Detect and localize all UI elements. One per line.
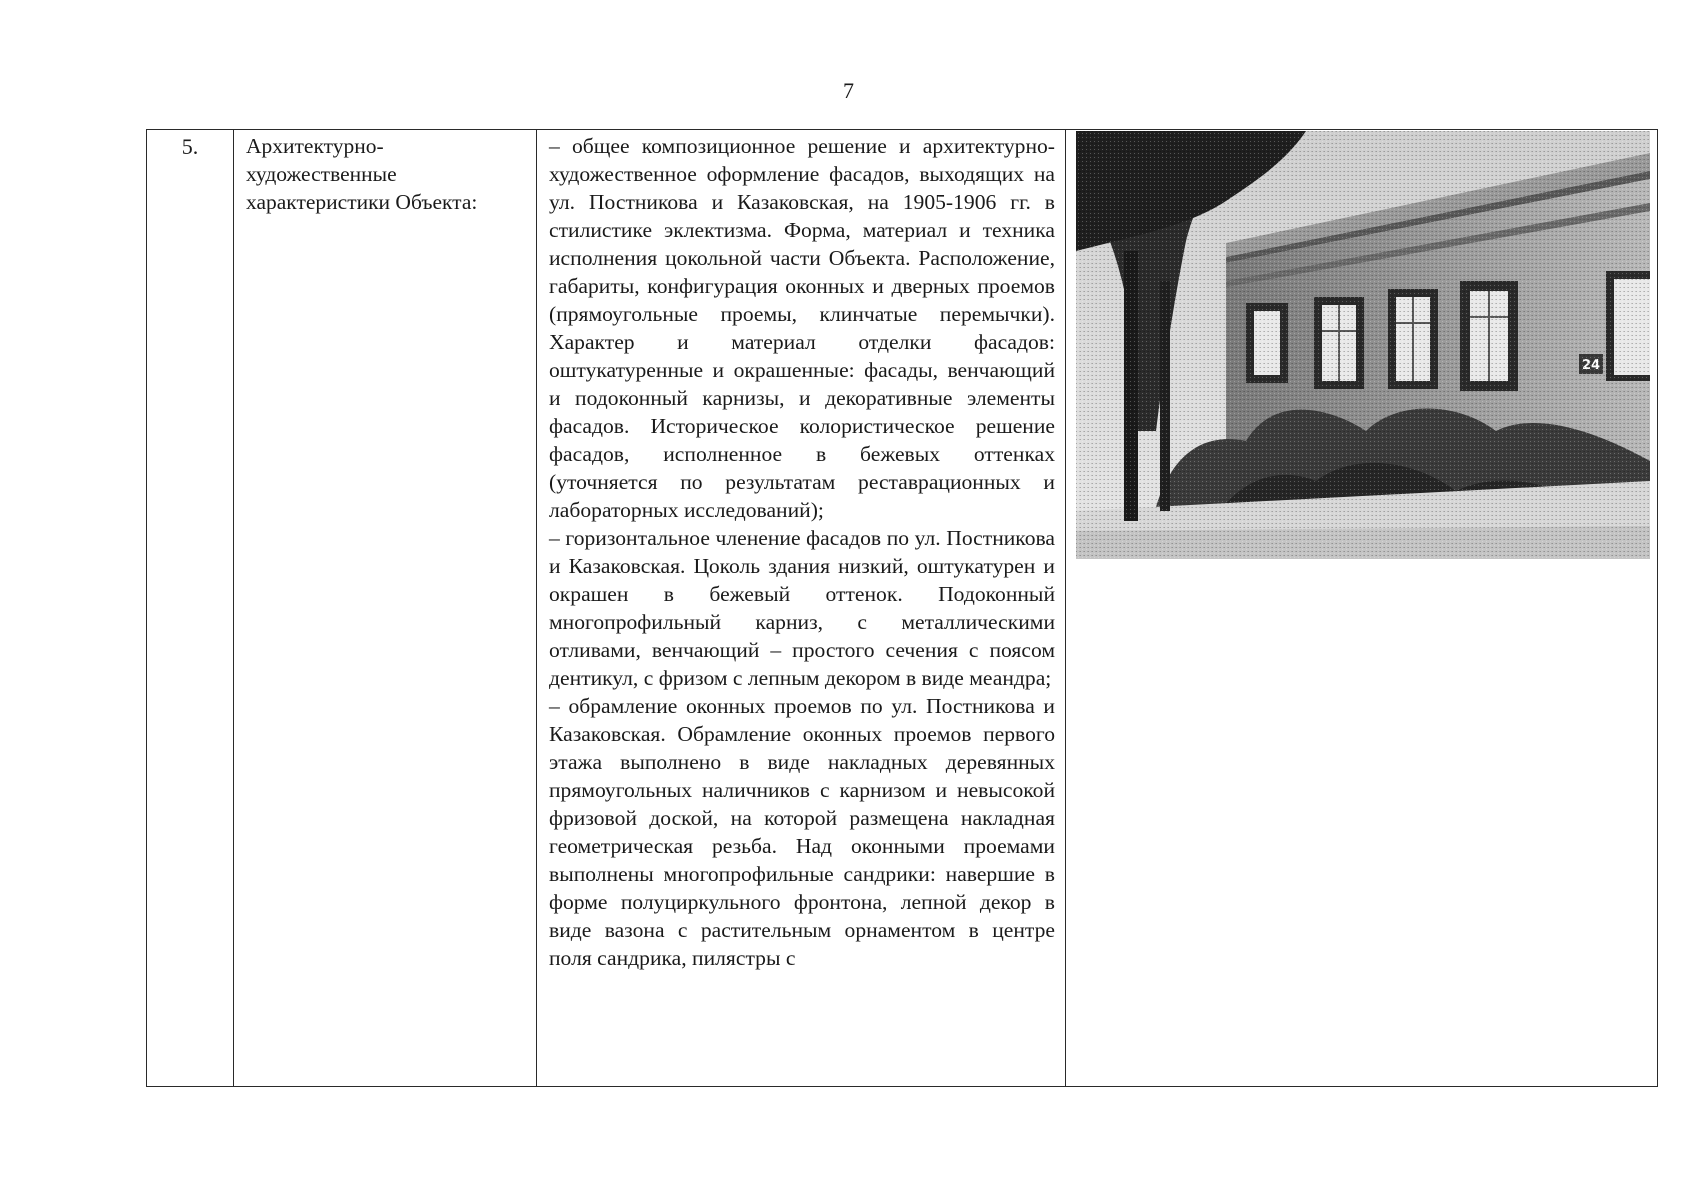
row-title: Архитектурно-художественные характеристики Объекта: bbox=[246, 134, 478, 214]
description-paragraph-2: – горизонтальное членение фасадов по ул. Постникова и Казаковская. Цоколь здания низкий, оштукатурен и окрашен в бежевый оттенок. Подоконный многопрофильный карниз, с металлическими отливами, венчающий – простого сечения с поясом дентикул, с фризом с лепным декором в виде меандра; bbox=[549, 526, 1055, 690]
characteristics-table bbox=[146, 129, 1658, 1087]
table-row bbox=[147, 130, 1658, 1087]
building-photo bbox=[1076, 131, 1650, 559]
row-number: 5. bbox=[181, 134, 199, 159]
row-title-cell bbox=[234, 130, 537, 1087]
description-text bbox=[537, 130, 1065, 1082]
page-number: 7 bbox=[843, 78, 854, 103]
row-number-cell bbox=[147, 130, 234, 1087]
description-paragraph-1: – общее композиционное решение и архитектурно-художественное оформление фасадов, выходящих на ул. Постникова и Казаковская, на 1905-1906 гг. в стилистике эклектизма. Форма, материал и техника исполнения цокольной части Объекта. Расположение, габариты, конфигурация оконных и дверных проемов (прямоугольные проемы, клинчатые перемычки). Характер и материал отделки фасадов: оштукатуренные и окрашенные: фасады, венчающий и подоконный карнизы, и декоративные элементы фасадов. Историческое колористическое решение фасадов, исполненное в бежевых оттенках (уточняется по результатам реставрационных и лабораторных исследований); bbox=[549, 134, 1055, 522]
row-description-cell bbox=[537, 130, 1066, 1087]
description-paragraph-3: – обрамление оконных проемов по ул. Постникова и Казаковская. Обрамление оконных проемов первого этажа выполнено в виде накладных деревянных прямоугольных наличников с карнизом и невысокой фризовой доской, на которой размещена накладная геометрическая резьба. Над оконными проемами выполнены многопрофильные сандрики: навершие в форме полуциркульного фронтона, лепной декор в виде вазона с растительным орнаментом в центре поля сандрика, пилястры с bbox=[549, 694, 1055, 970]
row-photo-cell bbox=[1066, 130, 1658, 1087]
